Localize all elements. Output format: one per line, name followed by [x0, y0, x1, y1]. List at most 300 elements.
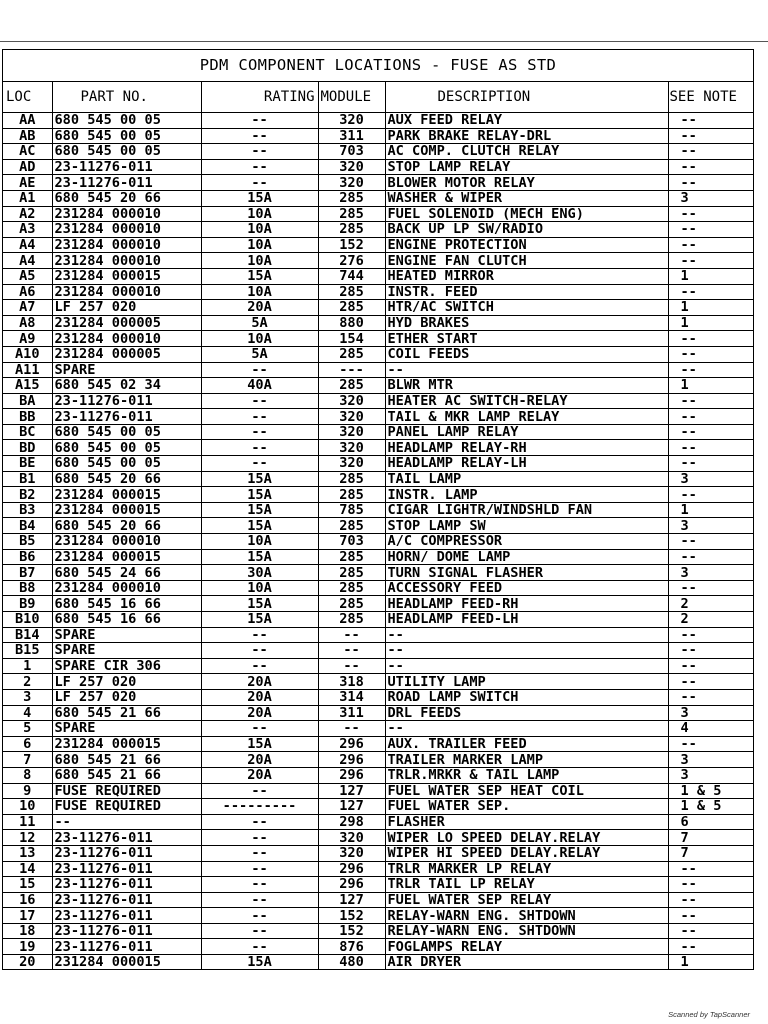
cell-see-note: --: [668, 144, 753, 160]
cell-see-note: --: [668, 487, 753, 503]
cell-see-note: 3: [668, 705, 753, 721]
cell-module: 876: [318, 939, 385, 955]
table-row: [3, 409, 753, 425]
cell-description: WIPER LO SPEED DELAY.RELAY: [385, 830, 668, 846]
cell-module: 285: [318, 346, 385, 362]
cell-module: 285: [318, 206, 385, 222]
cell-see-note: --: [668, 627, 753, 643]
cell-loc: 15: [3, 877, 52, 893]
table-row: [3, 190, 753, 206]
table-row: [3, 518, 753, 534]
cell-part-no: 231284 000010: [52, 237, 201, 253]
cell-rating: --: [201, 175, 318, 191]
table-row: [3, 534, 753, 550]
cell-see-note: 3: [668, 471, 753, 487]
cell-module: 320: [318, 830, 385, 846]
cell-part-no: SPARE: [52, 721, 201, 737]
cell-description: BLWR MTR: [385, 378, 668, 394]
cell-description: HTR/AC SWITCH: [385, 300, 668, 316]
cell-module: 285: [318, 487, 385, 503]
header-see-note: SEE NOTE: [668, 82, 753, 113]
cell-part-no: 23-11276-011: [52, 892, 201, 908]
component-table: [3, 82, 753, 970]
cell-module: 703: [318, 144, 385, 160]
cell-rating: --: [201, 814, 318, 830]
cell-part-no: 231284 000010: [52, 331, 201, 347]
table-row: [3, 487, 753, 503]
cell-see-note: 1: [680, 954, 689, 970]
cell-description: WIPER HI SPEED DELAY.RELAY: [385, 845, 668, 861]
cell-rating: 15A: [201, 612, 318, 628]
cell-description: HYD BRAKES: [385, 315, 668, 331]
cell-rating: --: [201, 845, 318, 861]
cell-loc: A15: [3, 378, 52, 394]
cell-description: BACK UP LP SW/RADIO: [385, 222, 668, 238]
cell-loc: B4: [3, 518, 52, 534]
cell-rating: --: [201, 159, 318, 175]
cell-module: 480: [318, 955, 385, 970]
header-loc: LOC: [3, 82, 52, 113]
cell-part-no: 680 545 20 66: [52, 190, 201, 206]
cell-part-no: 680 545 16 66: [52, 596, 201, 612]
cell-description: FUEL WATER SEP HEAT COIL: [385, 783, 668, 799]
cell-description: TURN SIGNAL FLASHER: [385, 565, 668, 581]
cell-module: 285: [318, 549, 385, 565]
cell-rating: --: [201, 128, 318, 144]
cell-part-no: LF 257 020: [52, 674, 201, 690]
cell-rating: 10A: [201, 206, 318, 222]
cell-loc: B8: [3, 580, 52, 596]
cell-loc: 8: [3, 767, 52, 783]
cell-see-note: --: [668, 580, 753, 596]
cell-description: AIR DRYER: [385, 955, 668, 970]
header-part-no: PART NO.: [52, 82, 201, 113]
cell-loc: 4: [3, 705, 52, 721]
cell-description: WASHER & WIPER: [385, 190, 668, 206]
cell-description: HORN/ DOME LAMP: [385, 549, 668, 565]
cell-rating: 20A: [201, 767, 318, 783]
cell-part-no: 23-11276-011: [52, 939, 201, 955]
cell-see-note: --: [668, 159, 753, 175]
table-row: [3, 128, 753, 144]
cell-module: 127: [318, 799, 385, 815]
cell-see-note: --: [668, 424, 753, 440]
cell-module: 320: [318, 440, 385, 456]
cell-description: --: [385, 658, 668, 674]
cell-loc: A7: [3, 300, 52, 316]
cell-rating: 15A: [201, 190, 318, 206]
cell-rating: --: [201, 393, 318, 409]
table-row: [3, 845, 753, 861]
cell-rating: 5A: [201, 346, 318, 362]
cell-part-no: 680 545 20 66: [52, 471, 201, 487]
component-locations-sheet: [2, 49, 754, 970]
cell-description: HEATED MIRROR: [385, 268, 668, 284]
cell-see-note: --: [668, 440, 753, 456]
cell-module: 296: [318, 767, 385, 783]
cell-loc: A9: [3, 331, 52, 347]
cell-description: HEADLAMP RELAY-LH: [385, 456, 668, 472]
cell-part-no: SPARE: [52, 362, 201, 378]
cell-loc: A4: [3, 253, 52, 269]
cell-rating: 20A: [201, 674, 318, 690]
cell-loc: A5: [3, 268, 52, 284]
cell-loc: AB: [3, 128, 52, 144]
table-row: [3, 300, 753, 316]
cell-module: 320: [318, 393, 385, 409]
cell-loc: 7: [3, 752, 52, 768]
table-row: [3, 471, 753, 487]
table-row: [3, 752, 753, 768]
cell-rating: 15A: [201, 549, 318, 565]
cell-module: ---: [318, 362, 385, 378]
cell-rating: 20A: [201, 705, 318, 721]
cell-see-note: 1 & 5: [668, 783, 753, 799]
cell-see-note: --: [668, 908, 753, 924]
cell-description: TAIL & MKR LAMP RELAY: [385, 409, 668, 425]
cell-part-no: 680 545 00 05: [52, 128, 201, 144]
cell-module: 127: [318, 892, 385, 908]
cell-see-note: --: [668, 923, 753, 939]
cell-rating: 15A: [201, 268, 318, 284]
header-rating: RATING: [201, 82, 318, 113]
table-row: [3, 908, 753, 924]
table-row: [3, 580, 753, 596]
cell-description: --: [385, 643, 668, 659]
cell-part-no: 231284 000015: [52, 955, 201, 970]
cell-loc: BA: [3, 393, 52, 409]
table-row: [3, 253, 753, 269]
top-border-line: [0, 41, 768, 42]
table-row: [3, 284, 753, 300]
cell-see-note: --: [668, 253, 753, 269]
cell-rating: --: [201, 783, 318, 799]
cell-module: 311: [318, 128, 385, 144]
cell-part-no: LF 257 020: [52, 300, 201, 316]
cell-description: BLOWER MOTOR RELAY: [385, 175, 668, 191]
cell-rating: 15A: [201, 736, 318, 752]
cell-module: --: [318, 643, 385, 659]
cell-rating: 10A: [201, 253, 318, 269]
table-row: [3, 814, 753, 830]
cell-description: FUEL WATER SEP.: [385, 799, 668, 815]
cell-loc: 1: [3, 658, 52, 674]
table-row: [3, 674, 753, 690]
cell-part-no: 23-11276-011: [52, 877, 201, 893]
cell-part-no: 23-11276-011: [52, 845, 201, 861]
cell-rating: --: [201, 643, 318, 659]
cell-rating: 10A: [201, 580, 318, 596]
cell-rating: --: [201, 877, 318, 893]
cell-see-note: --: [668, 658, 753, 674]
cell-module: 285: [318, 284, 385, 300]
cell-part-no: FUSE REQUIRED: [52, 799, 201, 815]
cell-loc: 5: [3, 721, 52, 737]
cell-module: 285: [318, 612, 385, 628]
cell-part-no: 680 545 21 66: [52, 752, 201, 768]
cell-part-no: SPARE CIR 306: [52, 658, 201, 674]
cell-description: DRL FEEDS: [385, 705, 668, 721]
cell-see-note: --: [668, 689, 753, 705]
cell-see-note: 1: [668, 315, 753, 331]
cell-rating: 20A: [201, 300, 318, 316]
table-row: [3, 721, 753, 737]
cell-module: 320: [318, 409, 385, 425]
cell-description: ENGINE PROTECTION: [385, 237, 668, 253]
cell-see-note: --: [668, 877, 753, 893]
cell-part-no: LF 257 020: [52, 689, 201, 705]
table-row: [3, 346, 753, 362]
cell-see-note: 3: [668, 752, 753, 768]
cell-module: 276: [318, 253, 385, 269]
cell-loc: B9: [3, 596, 52, 612]
cell-part-no: SPARE: [52, 643, 201, 659]
cell-loc: BE: [3, 456, 52, 472]
cell-loc: 20: [3, 955, 52, 970]
cell-loc: A6: [3, 284, 52, 300]
cell-module: 285: [318, 518, 385, 534]
cell-see-note: --: [668, 331, 753, 347]
table-row: [3, 861, 753, 877]
cell-rating: --: [201, 721, 318, 737]
cell-part-no: 23-11276-011: [52, 175, 201, 191]
cell-module: 285: [318, 222, 385, 238]
cell-description: COIL FEEDS: [385, 346, 668, 362]
cell-description: AUX. TRAILER FEED: [385, 736, 668, 752]
cell-rating: 30A: [201, 565, 318, 581]
cell-rating: 10A: [201, 237, 318, 253]
cell-rating: 15A: [201, 487, 318, 503]
cell-description: --: [385, 627, 668, 643]
cell-rating: 15A: [201, 596, 318, 612]
cell-loc: BB: [3, 409, 52, 425]
cell-see-note: --: [668, 237, 753, 253]
cell-loc: B5: [3, 534, 52, 550]
cell-module: 320: [318, 845, 385, 861]
cell-description: TRAILER MARKER LAMP: [385, 752, 668, 768]
cell-loc: 3: [3, 689, 52, 705]
cell-module: 320: [318, 456, 385, 472]
cell-see-note: 2: [668, 596, 753, 612]
cell-module: 285: [318, 190, 385, 206]
cell-description: AUX FEED RELAY: [385, 113, 668, 129]
cell-part-no: FUSE REQUIRED: [52, 783, 201, 799]
cell-part-no: 231284 000015: [52, 268, 201, 284]
table-row: [3, 175, 753, 191]
cell-module: 285: [318, 378, 385, 394]
cell-description: UTILITY LAMP: [385, 674, 668, 690]
cell-loc: BC: [3, 424, 52, 440]
cell-part-no: 231284 000005: [52, 315, 201, 331]
cell-description: RELAY-WARN ENG. SHTDOWN: [385, 908, 668, 924]
table-row: [3, 502, 753, 518]
cell-module: 285: [318, 580, 385, 596]
cell-rating: --: [201, 861, 318, 877]
cell-see-note: 3: [668, 767, 753, 783]
table-row: [3, 456, 753, 472]
cell-part-no: 231284 000010: [52, 284, 201, 300]
cell-see-note: 3: [668, 190, 753, 206]
table-row: [3, 955, 753, 970]
cell-see-note: 4: [668, 721, 753, 737]
cell-see-note: --: [668, 939, 753, 955]
cell-part-no: 680 545 00 05: [52, 440, 201, 456]
cell-see-note: --: [668, 346, 753, 362]
cell-loc: A3: [3, 222, 52, 238]
cell-rating: 15A: [201, 518, 318, 534]
cell-description: ETHER START: [385, 331, 668, 347]
cell-see-note: 7: [668, 845, 753, 861]
cell-description: A/C COMPRESSOR: [385, 534, 668, 550]
cell-loc: AD: [3, 159, 52, 175]
cell-module: 152: [318, 908, 385, 924]
cell-rating: --: [201, 456, 318, 472]
table-row: [3, 222, 753, 238]
scanner-watermark: Scanned by TapScanner: [668, 1010, 750, 1019]
table-body: [3, 113, 753, 970]
cell-part-no: 231284 000015: [52, 549, 201, 565]
cell-rating: --: [201, 627, 318, 643]
cell-description: STOP LAMP RELAY: [385, 159, 668, 175]
cell-description: FUEL WATER SEP RELAY: [385, 892, 668, 908]
table-row: [3, 144, 753, 160]
cell-part-no: 680 545 02 34: [52, 378, 201, 394]
cell-loc: 2: [3, 674, 52, 690]
table-row: [3, 877, 753, 893]
table-row: [3, 362, 753, 378]
cell-module: 285: [318, 565, 385, 581]
cell-see-note: --: [668, 222, 753, 238]
cell-rating: 10A: [201, 534, 318, 550]
cell-see-note: --: [668, 456, 753, 472]
cell-loc: 12: [3, 830, 52, 846]
table-row: [3, 689, 753, 705]
table-row: [3, 159, 753, 175]
cell-loc: 18: [3, 923, 52, 939]
cell-see-note: 6: [668, 814, 753, 830]
cell-part-no: --: [52, 814, 201, 830]
cell-module: 296: [318, 736, 385, 752]
table-row: [3, 705, 753, 721]
cell-loc: 6: [3, 736, 52, 752]
cell-module: 152: [318, 237, 385, 253]
cell-module: 285: [318, 300, 385, 316]
cell-see-note: 1: [668, 300, 753, 316]
cell-rating: 15A: [201, 955, 318, 970]
cell-description: FLASHER: [385, 814, 668, 830]
cell-rating: 40A: [201, 378, 318, 394]
cell-part-no: 23-11276-011: [52, 861, 201, 877]
table-row: [3, 799, 753, 815]
cell-part-no: 680 545 21 66: [52, 705, 201, 721]
cell-see-note: --: [668, 534, 753, 550]
cell-module: 880: [318, 315, 385, 331]
cell-module: 320: [318, 159, 385, 175]
cell-rating: --: [201, 362, 318, 378]
cell-description: TRLR TAIL LP RELAY: [385, 877, 668, 893]
cell-description: FOGLAMPS RELAY: [385, 939, 668, 955]
cell-loc: B10: [3, 612, 52, 628]
cell-module: 785: [318, 502, 385, 518]
cell-loc: 9: [3, 783, 52, 799]
cell-see-note: 1: [668, 502, 753, 518]
cell-rating: --: [201, 939, 318, 955]
table-row: [3, 612, 753, 628]
cell-loc: A4: [3, 237, 52, 253]
cell-description: TAIL LAMP: [385, 471, 668, 487]
cell-see-note: --: [668, 861, 753, 877]
table-row: [3, 767, 753, 783]
cell-part-no: 680 545 00 05: [52, 144, 201, 160]
cell-rating: --: [201, 424, 318, 440]
cell-see-note: --: [668, 409, 753, 425]
cell-see-note: --: [668, 643, 753, 659]
cell-description: INSTR. LAMP: [385, 487, 668, 503]
cell-description: ROAD LAMP SWITCH: [385, 689, 668, 705]
cell-rating: 15A: [201, 471, 318, 487]
cell-module: --: [318, 658, 385, 674]
cell-part-no: 23-11276-011: [52, 393, 201, 409]
cell-see-note: --: [668, 113, 753, 129]
table-row: [3, 268, 753, 284]
table-row: [3, 627, 753, 643]
cell-module: 127: [318, 783, 385, 799]
cell-loc: A10: [3, 346, 52, 362]
cell-rating: 10A: [201, 222, 318, 238]
cell-description: --: [385, 362, 668, 378]
cell-loc: 13: [3, 845, 52, 861]
cell-rating: --: [201, 440, 318, 456]
cell-loc: A11: [3, 362, 52, 378]
cell-loc: B1: [3, 471, 52, 487]
table-row: [3, 237, 753, 253]
cell-description: --: [385, 721, 668, 737]
cell-part-no: 680 545 20 66: [52, 518, 201, 534]
cell-rating: --: [201, 409, 318, 425]
cell-see-note: --: [668, 128, 753, 144]
cell-part-no: 23-11276-011: [52, 908, 201, 924]
cell-see-note: --: [668, 674, 753, 690]
cell-module: 298: [318, 814, 385, 830]
cell-loc: AA: [3, 113, 52, 129]
cell-module: 320: [318, 424, 385, 440]
header-row: [3, 82, 753, 113]
cell-loc: AE: [3, 175, 52, 191]
cell-loc: BD: [3, 440, 52, 456]
table-row: [3, 113, 753, 129]
cell-description: HEATER AC SWITCH-RELAY: [385, 393, 668, 409]
table-row: [3, 923, 753, 939]
cell-part-no: 23-11276-011: [52, 830, 201, 846]
table-row: [3, 892, 753, 908]
cell-part-no: 680 545 00 05: [52, 456, 201, 472]
cell-module: 154: [318, 331, 385, 347]
cell-see-note: 1: [668, 378, 753, 394]
cell-module: --: [318, 721, 385, 737]
cell-part-no: 680 545 21 66: [52, 767, 201, 783]
table-row: [3, 206, 753, 222]
cell-loc: B15: [3, 643, 52, 659]
cell-rating: 15A: [201, 502, 318, 518]
cell-module: 285: [318, 596, 385, 612]
sheet-title: PDM COMPONENT LOCATIONS - FUSE AS STD: [3, 50, 753, 82]
cell-loc: AC: [3, 144, 52, 160]
cell-rating: --: [201, 923, 318, 939]
cell-part-no: 231284 000015: [52, 487, 201, 503]
cell-loc: B7: [3, 565, 52, 581]
cell-rating: --: [201, 830, 318, 846]
cell-see-note: 7: [668, 830, 753, 846]
